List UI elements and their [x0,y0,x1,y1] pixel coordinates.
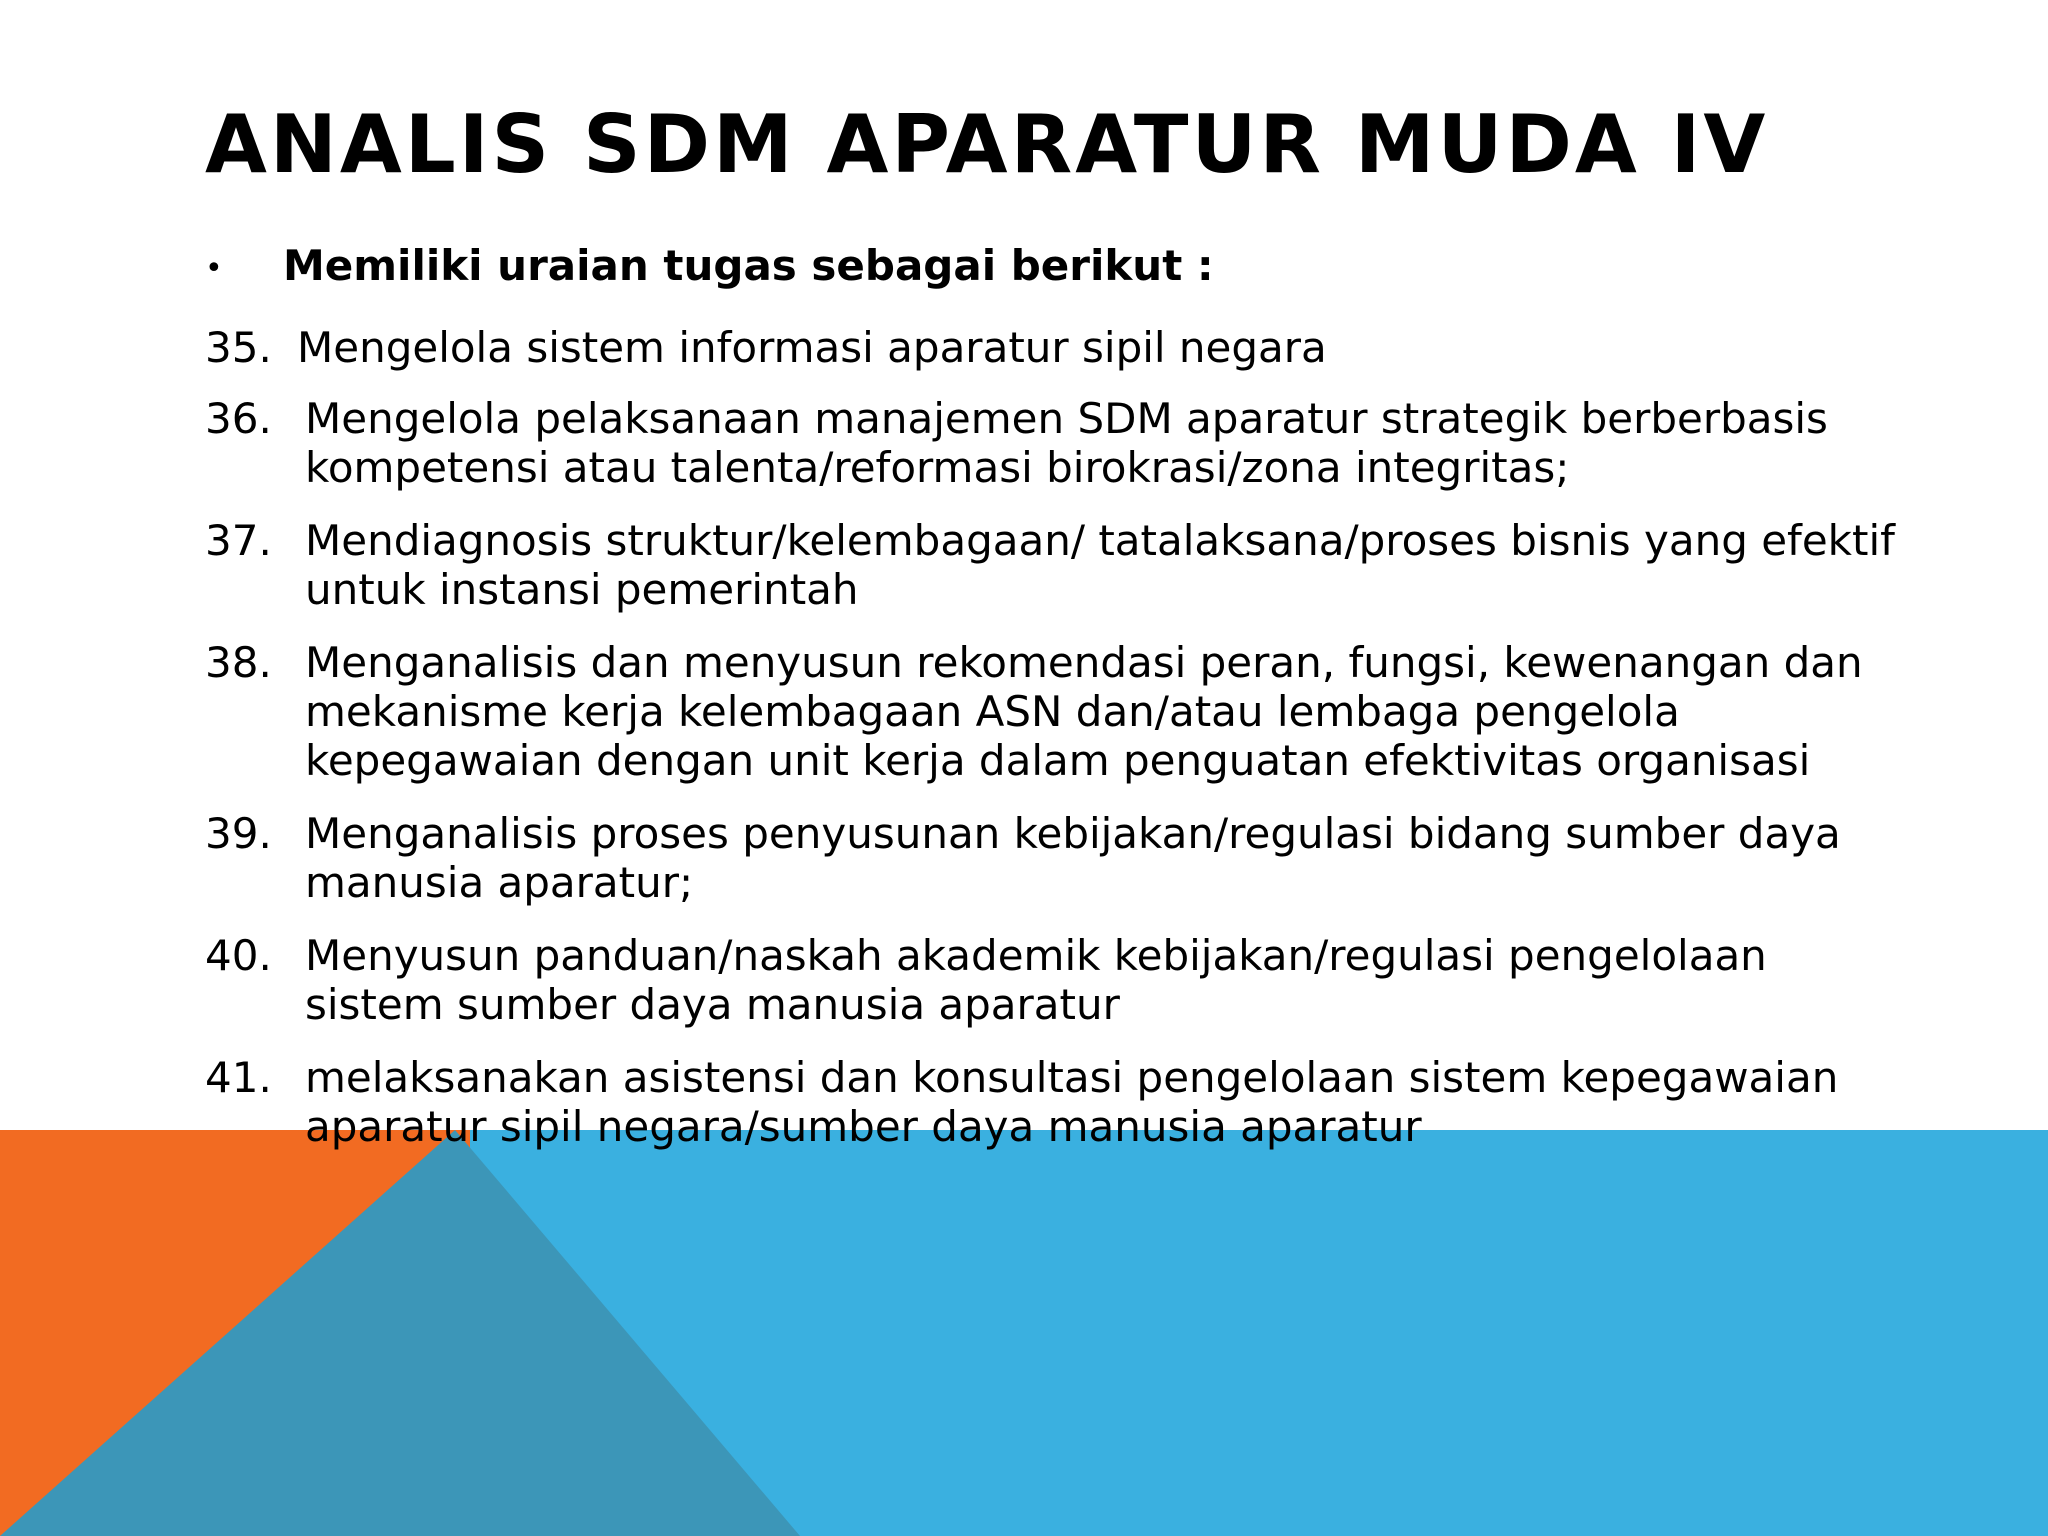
list-item [205,809,1905,907]
item-number: 40. [205,931,272,980]
intro-bullet [205,241,1214,294]
list-item [205,1053,1905,1151]
list-item [205,638,1905,785]
list-item [205,931,1905,1029]
item-number: 35. [205,323,272,372]
item-text: Menyusun panduan/naskah akademik kebijakan/regulasi pengelolaan sistem sumber daya manusia aparatur [305,931,1767,1029]
bullet-icon: • [205,250,223,286]
item-number: 39. [205,809,272,858]
list-item [205,516,1905,614]
intro-text: Memiliki uraian tugas sebagai berikut : [283,241,1214,290]
slide-title: ANALIS SDM APARATUR MUDA IV [205,98,1769,191]
item-text: Menganalisis proses penyusunan kebijakan/regulasi bidang sumber daya manusia aparatur; [305,809,1841,907]
task-list [205,323,1905,1175]
item-text: Mengelola pelaksanaan manajemen SDM aparatur strategik berberbasis kompetensi atau talenta/reformasi birokrasi/zona integritas; [305,394,1828,492]
item-text: Mengelola sistem informasi aparatur sipil negara [297,323,1327,372]
item-number: 37. [205,516,272,565]
slide-content [205,95,1905,1151]
item-text: melaksanakan asistensi dan konsultasi pengelolaan sistem kepegawaian aparatur sipil negara/sumber daya manusia aparatur [305,1053,1839,1151]
item-number: 36. [205,394,272,443]
list-item [205,394,1905,492]
item-number: 41. [205,1053,272,1102]
item-text: Menganalisis dan menyusun rekomendasi peran, fungsi, kewenangan dan mekanisme kerja kelembagaan ASN dan/atau lembaga pengelola kepegawaian dengan unit kerja dalam penguatan efektivitas organisasi [305,638,1863,785]
item-number: 38. [205,638,272,687]
item-text: Mendiagnosis struktur/kelembagaan/ tatalaksana/proses bisnis yang efektif untuk instansi pemerintah [305,516,1895,614]
list-item [205,323,1905,372]
